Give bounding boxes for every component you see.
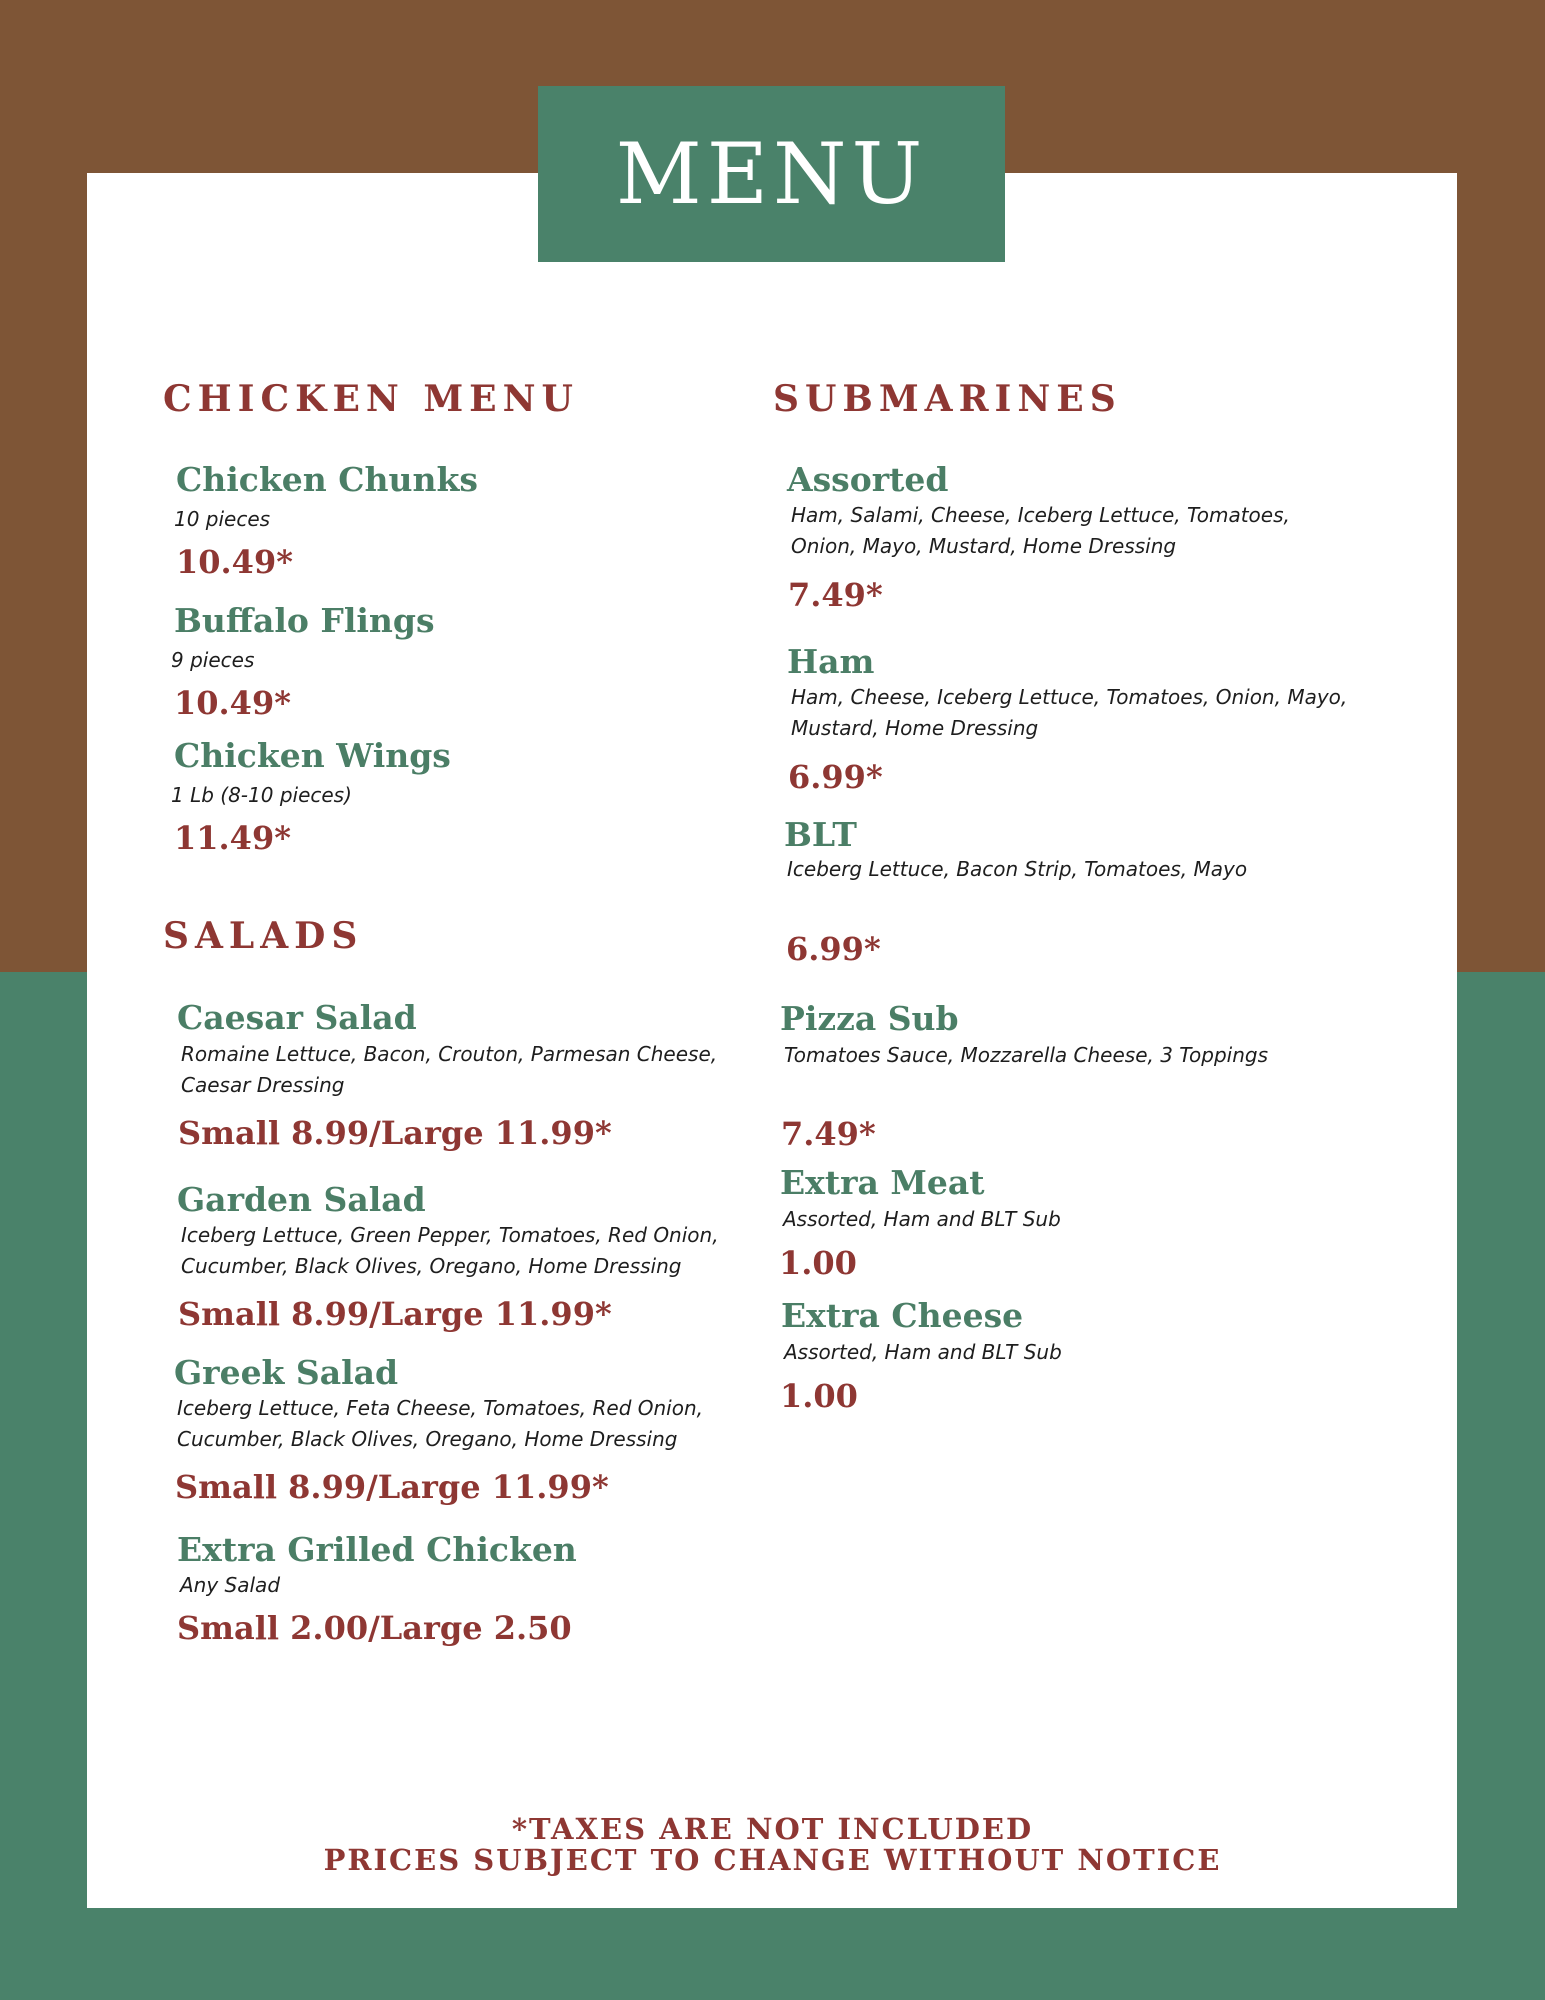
greek-salad-desc-line2: Cucumber, Black Olives, Oregano, Home Dressing [177, 1427, 678, 1451]
caesar-salad-name: Caesar Salad [177, 998, 417, 1037]
assorted-desc-line1: Ham, Salami, Cheese, Iceberg Lettuce, Tomatoes, [791, 503, 1290, 527]
extra-grilled-chicken-name: Extra Grilled Chicken [177, 1530, 577, 1569]
greek-salad-price: Small 8.99/Large 11.99* [175, 1468, 609, 1506]
ham-desc-line2: Mustard, Home Dressing [791, 716, 1039, 740]
caesar-salad-price: Small 8.99/Large 11.99* [178, 1114, 612, 1152]
chicken-wings-desc: 1 Lb (8-10 pieces) [171, 783, 352, 807]
menu-title: MENU [538, 86, 1005, 262]
blt-desc: Iceberg Lettuce, Bacon Strip, Tomatoes, Mayo [787, 857, 1248, 881]
garden-salad-price: Small 8.99/Large 11.99* [178, 1295, 612, 1333]
buffalo-flings-price: 10.49* [174, 684, 291, 722]
pizza-sub-price: 7.49* [781, 1115, 876, 1153]
extra-meat-price: 1.00 [779, 1244, 857, 1282]
salads-heading: SALADS [163, 915, 364, 957]
chicken-wings-price: 11.49* [174, 819, 291, 857]
pizza-sub-name: Pizza Sub [780, 999, 959, 1038]
garden-salad-desc-line1: Iceberg Lettuce, Green Pepper, Tomatoes, Red Onion, [181, 1223, 719, 1247]
extra-grilled-chicken-desc: Any Salad [180, 1573, 281, 1597]
greek-salad-name: Greek Salad [174, 1353, 399, 1392]
assorted-name: Assorted [787, 460, 949, 499]
extra-cheese-desc: Assorted, Ham and BLT Sub [784, 1340, 1062, 1364]
buffalo-flings-name: Buffalo Flings [174, 601, 435, 640]
ham-price: 6.99* [788, 758, 883, 796]
caesar-salad-desc-line1: Romaine Lettuce, Bacon, Crouton, Parmesan Cheese, [181, 1042, 718, 1066]
ham-name: Ham [787, 642, 875, 681]
blt-price: 6.99* [786, 930, 881, 968]
extra-cheese-price: 1.00 [780, 1377, 858, 1415]
chicken-wings-name: Chicken Wings [174, 736, 451, 775]
taxes-note: *TAXES ARE NOT INCLUDED [511, 1812, 1034, 1846]
assorted-price: 7.49* [788, 576, 883, 614]
garden-salad-name: Garden Salad [177, 1180, 426, 1219]
buffalo-flings-desc: 9 pieces [171, 648, 255, 672]
chicken-chunks-price: 10.49* [176, 543, 293, 581]
price-change-note: PRICES SUBJECT TO CHANGE WITHOUT NOTICE [323, 1843, 1222, 1877]
pizza-sub-desc: Tomatoes Sauce, Mozzarella Cheese, 3 Toppings [784, 1043, 1269, 1067]
extra-meat-name: Extra Meat [780, 1163, 985, 1202]
greek-salad-desc-line1: Iceberg Lettuce, Feta Cheese, Tomatoes, Red Onion, [177, 1396, 703, 1420]
chicken-chunks-name: Chicken Chunks [176, 460, 478, 499]
blt-name: BLT [784, 815, 857, 854]
chicken-chunks-desc: 10 pieces [174, 507, 271, 531]
assorted-desc-line2: Onion, Mayo, Mustard, Home Dressing [791, 534, 1177, 558]
caesar-salad-desc-line2: Caesar Dressing [181, 1073, 345, 1097]
submarines-heading: SUBMARINES [773, 378, 1122, 420]
garden-salad-desc-line2: Cucumber, Black Olives, Oregano, Home Dressing [181, 1254, 682, 1278]
extra-grilled-chicken-price: Small 2.00/Large 2.50 [177, 1609, 572, 1647]
chicken-menu-heading: CHICKEN MENU [163, 378, 579, 420]
extra-meat-desc: Assorted, Ham and BLT Sub [783, 1207, 1061, 1231]
extra-cheese-name: Extra Cheese [781, 1296, 1024, 1335]
ham-desc-line1: Ham, Cheese, Iceberg Lettuce, Tomatoes, Onion, Mayo, [791, 685, 1348, 709]
